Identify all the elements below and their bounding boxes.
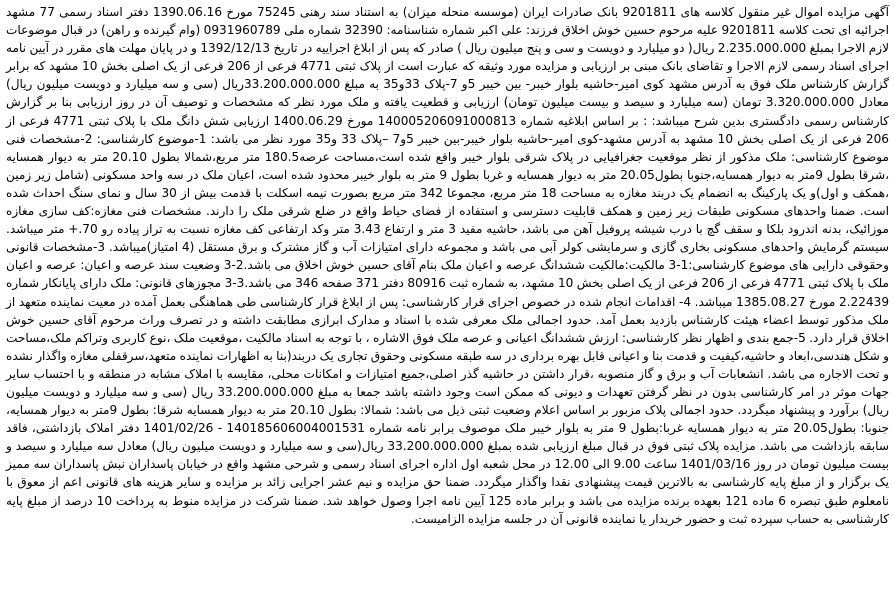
notice-body: آگهی مزایده اموال غیر منقول کلاسه های 9201811 بانک صادرات ایران (موسسه منحله میزان) به استناد سند رهنی 75245 مورخ 1390.06.16 دفتر اسناد رسمی 77 مشهد اجرائیه ای تحت کلاسه 9201811 علیه مرحوم حسین خوش اخلاق فرزند: علی اکبر شماره شناسنامه: 32390 شماره ملی 0931960789 (وام گیرنده و راهن) در قبال موضوعات لازم الاجرا بمبلغ 2.235.000.000 ریال( دو میلیارد و دویست و سی و پنج میلیون ریال ) صادر که پس از ابلاغ اجراییه در تاریخ 1392/12/13 و در پایان مهلت های مقرر در آیین نامه اجرای اسناد رسمی لازم الاجرا و تقاضای بانک مبنی بر ارزیابی و مزایده مورد وثیقه که عبارت است از پلاک ثبتی 4771 فرعی از 206 فرعی از یک اصلی بخش 10 مشهد که برابر گزارش کارشناس ملک فوق به آدرس مشهد کوی امیر-حاشیه بلوار خیبر- بین خیبر 5و 7-پلاک 33و35 به مبلغ 33.200.000.000ریال (سی و سه میلیارد و دویست میلیون ریال) معادل 3.320.000.000 تومان (سه میلیارد و سیصد و بیست میلیون تومان) ارزیابی و قطعیت یافته و ملک مورد نظر که مشخصات و توصیف آن در روز ارزیابی بنا بر گزارش کارشناس رسمی دادگستری بدین شرح میباشد: : بر اساس ابلاغیه شماره 140005206091000813 مورخ 1400.06.29 ارزیابی شش دانگ ملک با پلاک ثبتی 4771 فرعی از 206 فرعی از یک اصلی بخش 10 مشهد به آدرس مشهد-کوی امیر-حاشیه بلوار خیبر-بین خیبر 5و7 –پلاک 33 و35 مورد نظر می باشد: 1-موضوع کارشناسی: 2-مشخصات فنی موضوع کارشناسی: ملک مذکور از نظر موقعیت جغرافیایی در پلاک شرقی بلوار خیبر واقع شده است،مساحت عرصه180.5 متر مربع،شمالا بطول 20.10 متر به دیوار همسایه ،شرقا بطول 9متر به دیوار همسایه،جنوبا بطول20.05 متر به دیوار همسایه و غربا بطول 9 متر به بلوار خیبر محدود شده است، اعیان ملک در سه واحد مسکونی (شامل زیر زمین ،همکف و اول)و یک پارکینگ به انضمام یک دربند مغازه به مساحت 18 متر مربع، مجموعا 342 متر مربع بصورت نیمه اسکلت با قدمت بیش از 30 سال و نمای سنگ احداث شده است. ضمنا واحدهای مسکونی طبقات زیر زمین و همکف قابلیت دسترسی و استفاده از فضای حیاط واقع در ضلع شرقی ملک را دارند. مشخصات فنی مغازه:کف سازی مغازه موزائیک، بدنه اندرود بلکا و سقف گچ با درب شیشه پروفیل آهن می باشد، حاشیه مفید 3 متر و ارتفاع 3.43 متر وکد ارتفاعی کف مغازه نسبت به تراز پیاده رو 70.+ متر میباشد. سیستم گرمایش واحدهای مسکونی بخاری گازی و سرمایشی کولر آبی می باشد و مجموعه دارای امتیازات آب و گاز مشترک و برق مستقل (4 امتیاز)میباشد. 3-مشخصات قانونی وحقوقی دارایی های موضوع کارشناسی:1-3 مالکیت:مالکیت ششدانگ عرصه و اعیان ملک بنام آقای حسین خوش اخلاق می باشد.2-3 وضعیت سند عرصه و اعیان: عرصه و اعیان ملک با پلاک ثبتی 4771 فرعی از 206 فرعی از یک اصلی بخش 10 مشهد، به شماره ثبت 80916 دفتر 371 صفحه 346 می باشد.3-3 مجوزهای قانونی: ملک دارای پایانکار شماره 2.22439 مورخ 1385.08.27 میباشد. 4- اقدامات انجام شده در خصوص اجرای قرار کارشناسی: پس از ابلاغ قرار کارشناسی طی هماهنگی بعمل آمده در معیت نماینده متعهد از ملک مذکور توسط اعضاء هیئت کارشناس بازدید بعمل آمد. حدود اجمالی ملک معرفی شده با اسناد و مدارک ابرازی مطابقت داشته و در تصرف وراث مرحوم آقای حسین خوش اخلاق قرار دارد. 5-جمع بندی و اظهار نظر کارشناسی: ارزش ششدانگ اعیانی و عرصه ملک فوق الاشاره ، با توجه به اسناد مالکیت ،موقعیت ملک ،نوع کاربری وتراکم ملک،مساحت و شکل هندسی،ابعاد و حاشیه،کیفیت و قدمت بنا و اعیانی قابل بهره برداری در سه طبقه مسکونی وحقوق تجاری یک دربند(بنا به اظهارات نماینده متعهد،سرقفلی مغازه واگذار نشده و تحت الاجاره می باشد. انشعابات آب و برق و گاز منصوبه ،قرار داشتن در حاشیه گذر اصلی،جمیع امتیازات و امکانات محلی، مقایسه با املاک مشابه در منطقه و با احتساب سایر جهات موثر در امر کارشناسی بدون در نظر گرفتن تعهدات و دیونی که ممکن است وجود داشته باشد جمعا به مبلغ 33.200.000.000 ریال (سی و سه میلیارد و دویست میلیون ریال) برآورد و پیشنهاد میگردد. حدود اجمالی پلاک مزبور بر اساس اعلام وضعیت ثبتی ذیل می باشد: شمالا: بطول 20.10 متر به دیوار همسایه شرقا: بطول 9متر به دیوار همسایه، جنوبا: بطول20.05 متر به دیوار همسایه غربا:بطول 9 متر به بلوار خیبر ملک موصوف برابر نامه شماره 140185606004001531 - 1401/02/26 دفتر املاک بازداشتی، فاقد سابقه بازداشت می باشد. مزایده پلاک ثبتی فوق در قبال مبلغ ارزیابی شده بمبلغ 33.200.000.000 ریال(سی و سه میلیارد و دویست میلیون ریال) معادل سه میلیارد و سیصد و بیست میلیون تومان در روز 1401/03/16 ساعت 9.00 الی 12.00 در محل شعبه اول اداره اجرای اسناد رسمی و شرحی مشهد واقع در خیابان پاسداران نبش پاسداران سه ممیز یک برگزار و از مبلغ پایه کارشناسی به بالاترین قیمت پیشنهادی نقدا واگذار میگردد. ضمنا حق مزایده و نیم عشر اجرایی زائد بر مزایده و سایر هزینه های قانونی اعم از معوق با نامعلوم طبق تبصره 6 ماده 121 بعهده برنده مزایده می باشد و برابر ماده 125 آیین نامه اجرا وصول خواهد شد. ضمنا شرکت در مزایده منوط به پرداخت 10 درصد از مبلغ پایه کارشناسی به حساب سپرده ثبت و حضور خریدار یا نماینده قانونی آن در جلسه مزایده الزامیست. bbox=[6, 5, 890, 526]
